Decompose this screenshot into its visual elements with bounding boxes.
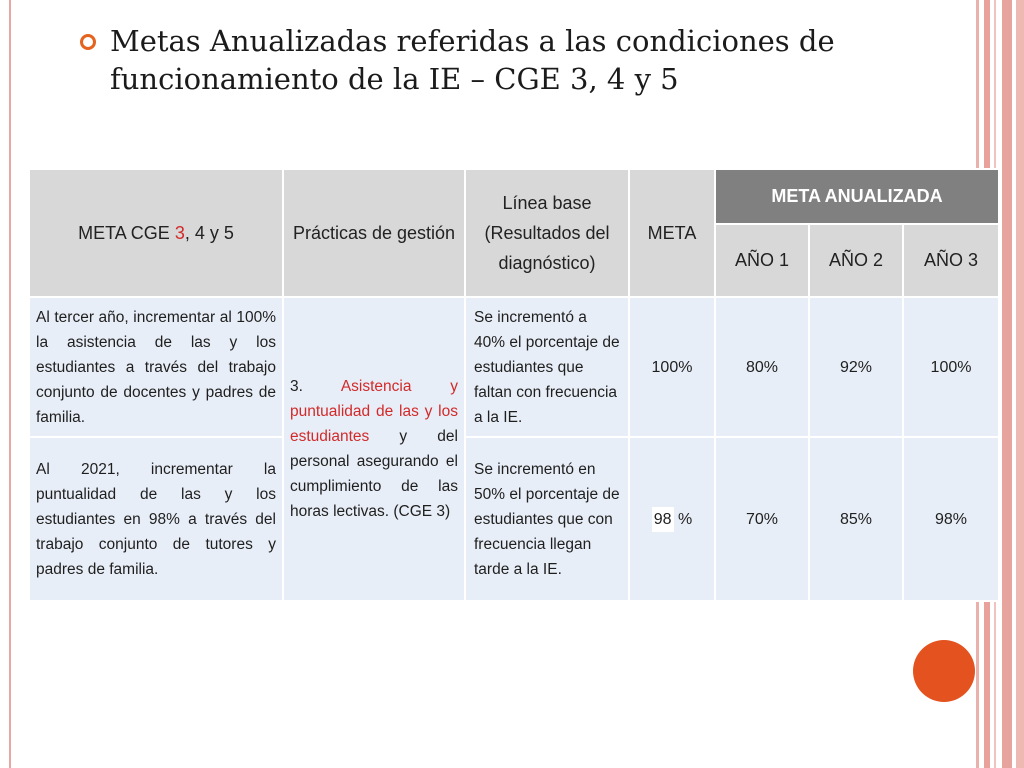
table-row <box>29 297 999 437</box>
circle-bullet-icon <box>80 34 96 50</box>
header-meta: META <box>629 169 715 297</box>
anio-2-cell: 85% <box>809 437 903 601</box>
linea-base-cell: Se incrementó en 50% el porcentaje de estudiantes que con frecuencia llegan tarde a la IE. <box>465 437 629 601</box>
anio-3-cell: 98% <box>903 437 999 601</box>
meta-value-cell: 100% <box>629 297 715 437</box>
metas-table-container <box>28 168 998 602</box>
header-anio-1: AÑO 1 <box>715 224 809 297</box>
slide-title-block <box>80 22 920 98</box>
orange-circle <box>913 640 975 702</box>
meta-text-cell: Al 2021, incrementar la puntualidad de las y los estudiantes en 98% a través del trabajo conjunto de tutores y padres de familia. <box>29 437 283 601</box>
metas-table <box>28 168 1000 602</box>
meta-value-cell: 98 % <box>629 437 715 601</box>
anio-3-cell: 100% <box>903 297 999 437</box>
header-practicas: Prácticas de gestión <box>283 169 465 297</box>
meta-text-cell: Al tercer año, incrementar al 100% la asistencia de las y los estudiantes a través del trabajo conjunto de docentes y padres de familia. <box>29 297 283 437</box>
table-row <box>29 437 999 601</box>
anio-1-cell: 70% <box>715 437 809 601</box>
header-anio-3: AÑO 3 <box>903 224 999 297</box>
slide-title: Metas Anualizadas referidas a las condiciones de funcionamiento de la IE – CGE 3, 4 y 5 <box>110 24 835 96</box>
header-anio-2: AÑO 2 <box>809 224 903 297</box>
header-meta-anualizada: META ANUALIZADA <box>715 169 999 224</box>
linea-base-cell: Se incrementó a 40% el porcentaje de estudiantes que faltan con frecuencia a la IE. <box>465 297 629 437</box>
anio-1-cell: 80% <box>715 297 809 437</box>
left-border-line <box>9 0 11 768</box>
practica-cell: 3. Asistencia y puntualidad de las y los estudiantes y del personal asegurando el cumplimiento de las horas lectivas. (CGE 3) <box>283 297 465 601</box>
header-meta-cge: META CGE 3, 4 y 5 <box>29 169 283 297</box>
header-linea-base: Línea base (Resultados del diagnóstico) <box>465 169 629 297</box>
anio-2-cell: 92% <box>809 297 903 437</box>
